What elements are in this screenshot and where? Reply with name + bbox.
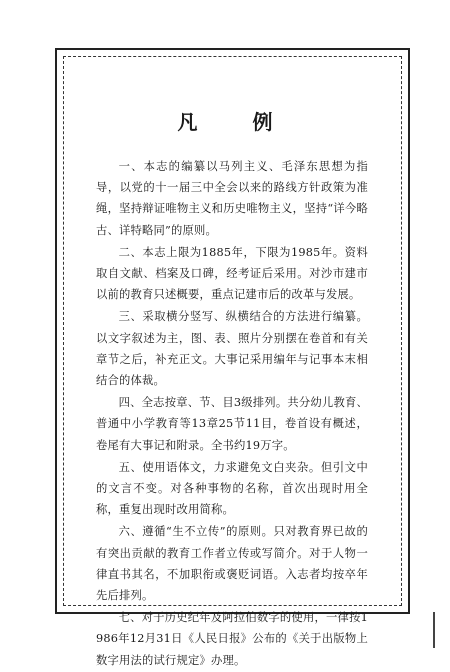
scan-edge-mark — [433, 612, 439, 648]
note-paragraph-2: 二、本志上限为1885年，下限为1985年。资料取自文献、档案及口碑，经考证后采用。对沙市建市以前的教育只述概要，重点记建市后的改革与发展。 — [96, 245, 368, 302]
note-paragraph-6: 六、遵循“生不立传”的原则。只对教育界已故的有突出贡献的教育工作者立传或写简介。对于人物一律直书其名，不加职衔或褒贬词语。入志者均按卒年先后排列。 — [96, 525, 368, 603]
page-title: 凡 例 — [177, 110, 297, 134]
note-paragraph-7: 七、对于历史纪年及阿拉伯数字的使用，一律按1986年12月31日《人民日报》公布的《关于出版物上数字用法的试行规定》办理。 — [96, 611, 368, 667]
note-paragraph-3: 三、采取横分竖写、纵横结合的方法进行编纂。以文字叙述为主，图、表、照片分别摆在卷首和有关章节之后，补充正文。大事记采用编年与记事本末相结合的体裁。 — [96, 310, 368, 388]
note-paragraph-5: 五、使用语体文，力求避免文白夹杂。但引文中的文言不变。对各种事物的名称，首次出现时用全称，重复出现时改用简称。 — [96, 460, 368, 517]
notes-body — [96, 156, 368, 672]
note-paragraph-1: 一、本志的编纂以马列主义、毛泽东思想为指导，以党的十一届三中全会以来的路线方针政策为准绳，坚持辩证唯物主义和历史唯物主义，坚持“详今略古、详特略同”的原则。 — [96, 160, 368, 237]
note-paragraph-4: 四、全志按章、节、目3级排列。共分幼儿教育、普通中小学教育等13章25节11目，卷首设有概述，卷尾有大事记和附录。全书约19万字。 — [96, 396, 368, 452]
